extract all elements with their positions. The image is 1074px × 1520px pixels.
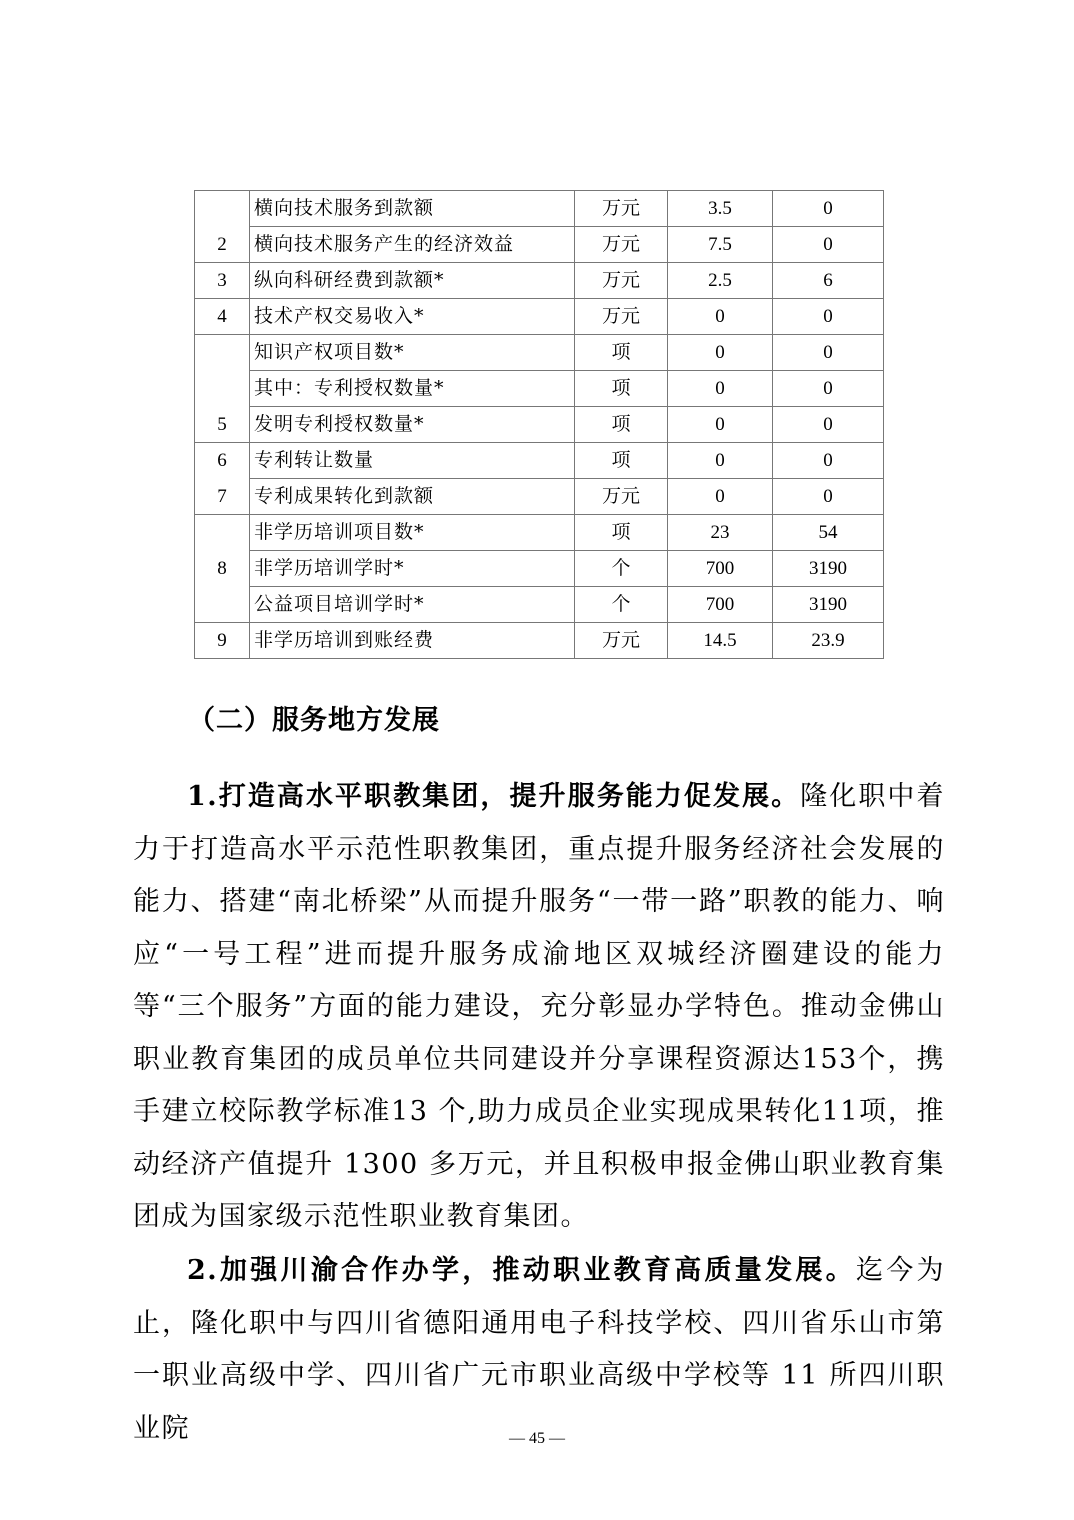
row-number-cell <box>195 191 250 227</box>
row-number-cell: 7 <box>195 479 250 515</box>
unit-cell: 项 <box>575 443 668 479</box>
value-cell-2: 3190 <box>773 551 884 587</box>
item-name-cell: 横向技术服务到款额 <box>250 191 575 227</box>
value-cell-1: 0 <box>668 335 773 371</box>
paragraph-body: 迄今为止，隆化职中与四川省德阳通用电子科技学校、四川省乐山市第一职业高级中学、四川省广元市职业高级中学校等 11 所四川职业院 <box>133 1255 946 1444</box>
unit-cell: 万元 <box>575 479 668 515</box>
page-number: — 45 — <box>509 1430 565 1447</box>
value-cell-1: 7.5 <box>668 227 773 263</box>
value-cell-1: 14.5 <box>668 623 773 659</box>
row-number-cell: 4 <box>195 299 250 335</box>
item-name-cell: 非学历培训学时* <box>250 551 575 587</box>
table-row <box>195 335 884 371</box>
table-row <box>195 371 884 407</box>
item-name-cell: 非学历培训项目数* <box>250 515 575 551</box>
paragraph-lead: 2.加强川渝合作办学，推动职业教育高质量发展。 <box>187 1255 856 1286</box>
item-name-cell: 非学历培训到账经费 <box>250 623 575 659</box>
row-number-cell: 8 <box>195 551 250 587</box>
table-row <box>195 551 884 587</box>
value-cell-1: 0 <box>668 299 773 335</box>
paragraph-lead: 1.打造高水平职教集团，提升服务能力促发展。 <box>187 781 801 812</box>
table-row <box>195 515 884 551</box>
row-number-cell <box>195 335 250 371</box>
section-heading: （二）服务地方发展 <box>188 705 440 736</box>
value-cell-2: 6 <box>773 263 884 299</box>
value-cell-2: 0 <box>773 443 884 479</box>
value-cell-2: 0 <box>773 371 884 407</box>
item-name-cell: 专利成果转化到款额 <box>250 479 575 515</box>
item-name-cell: 其中：专利授权数量* <box>250 371 575 407</box>
item-name-cell: 专利转让数量 <box>250 443 575 479</box>
table-row <box>195 227 884 263</box>
unit-cell: 万元 <box>575 263 668 299</box>
unit-cell: 个 <box>575 587 668 623</box>
row-number-cell: 2 <box>195 227 250 263</box>
value-cell-1: 0 <box>668 371 773 407</box>
row-number-cell <box>195 371 250 407</box>
item-name-cell: 技术产权交易收入* <box>250 299 575 335</box>
value-cell-2: 0 <box>773 335 884 371</box>
value-cell-2: 0 <box>773 479 884 515</box>
data-table <box>194 190 884 659</box>
table-row <box>195 479 884 515</box>
value-cell-1: 700 <box>668 551 773 587</box>
table-row <box>195 623 884 659</box>
value-cell-1: 0 <box>668 443 773 479</box>
table-row <box>195 191 884 227</box>
paragraph-body: 隆化职中着力于打造高水平示范性职教集团，重点提升服务经济社会发展的能力、搭建“南北桥梁”从而提升服务“一带一路”职教的能力、响应“一号工程”进而提升服务成渝地区双城经济圈建设的能力等“三个服务”方面的能力建设，充分彰显办学特色。推动金佛山职业教育集团的成员单位共同建设并分享课程资源达153个，携手建立校际教学标准13 个,助力成员企业实现成果转化11项，推动经济产值提升 1300 多万元，并且积极申报金佛山职业教育集团成为国家级示范性职业教育集团。 <box>133 781 946 1232</box>
value-cell-2: 3190 <box>773 587 884 623</box>
unit-cell: 项 <box>575 407 668 443</box>
row-number-cell: 3 <box>195 263 250 299</box>
unit-cell: 万元 <box>575 623 668 659</box>
unit-cell: 项 <box>575 371 668 407</box>
row-number-cell: 5 <box>195 407 250 443</box>
row-number-cell: 9 <box>195 623 250 659</box>
value-cell-1: 700 <box>668 587 773 623</box>
value-cell-1: 3.5 <box>668 191 773 227</box>
unit-cell: 万元 <box>575 191 668 227</box>
value-cell-1: 0 <box>668 479 773 515</box>
unit-cell: 个 <box>575 551 668 587</box>
value-cell-2: 23.9 <box>773 623 884 659</box>
table-row <box>195 263 884 299</box>
value-cell-1: 0 <box>668 407 773 443</box>
unit-cell: 万元 <box>575 299 668 335</box>
row-number-cell <box>195 587 250 623</box>
row-number-cell: 6 <box>195 443 250 479</box>
value-cell-2: 0 <box>773 191 884 227</box>
value-cell-1: 23 <box>668 515 773 551</box>
row-number-cell <box>195 515 250 551</box>
value-cell-2: 0 <box>773 299 884 335</box>
item-name-cell: 纵向科研经费到款额* <box>250 263 575 299</box>
paragraph <box>133 1245 945 1455</box>
unit-cell: 万元 <box>575 227 668 263</box>
value-cell-2: 0 <box>773 227 884 263</box>
table-row <box>195 443 884 479</box>
table-row <box>195 587 884 623</box>
item-name-cell: 发明专利授权数量* <box>250 407 575 443</box>
table-row <box>195 299 884 335</box>
unit-cell: 项 <box>575 515 668 551</box>
paragraph <box>133 771 945 1244</box>
item-name-cell: 知识产权项目数* <box>250 335 575 371</box>
item-name-cell: 公益项目培训学时* <box>250 587 575 623</box>
unit-cell: 项 <box>575 335 668 371</box>
value-cell-1: 2.5 <box>668 263 773 299</box>
item-name-cell: 横向技术服务产生的经济效益 <box>250 227 575 263</box>
value-cell-2: 0 <box>773 407 884 443</box>
value-cell-2: 54 <box>773 515 884 551</box>
table-row <box>195 407 884 443</box>
